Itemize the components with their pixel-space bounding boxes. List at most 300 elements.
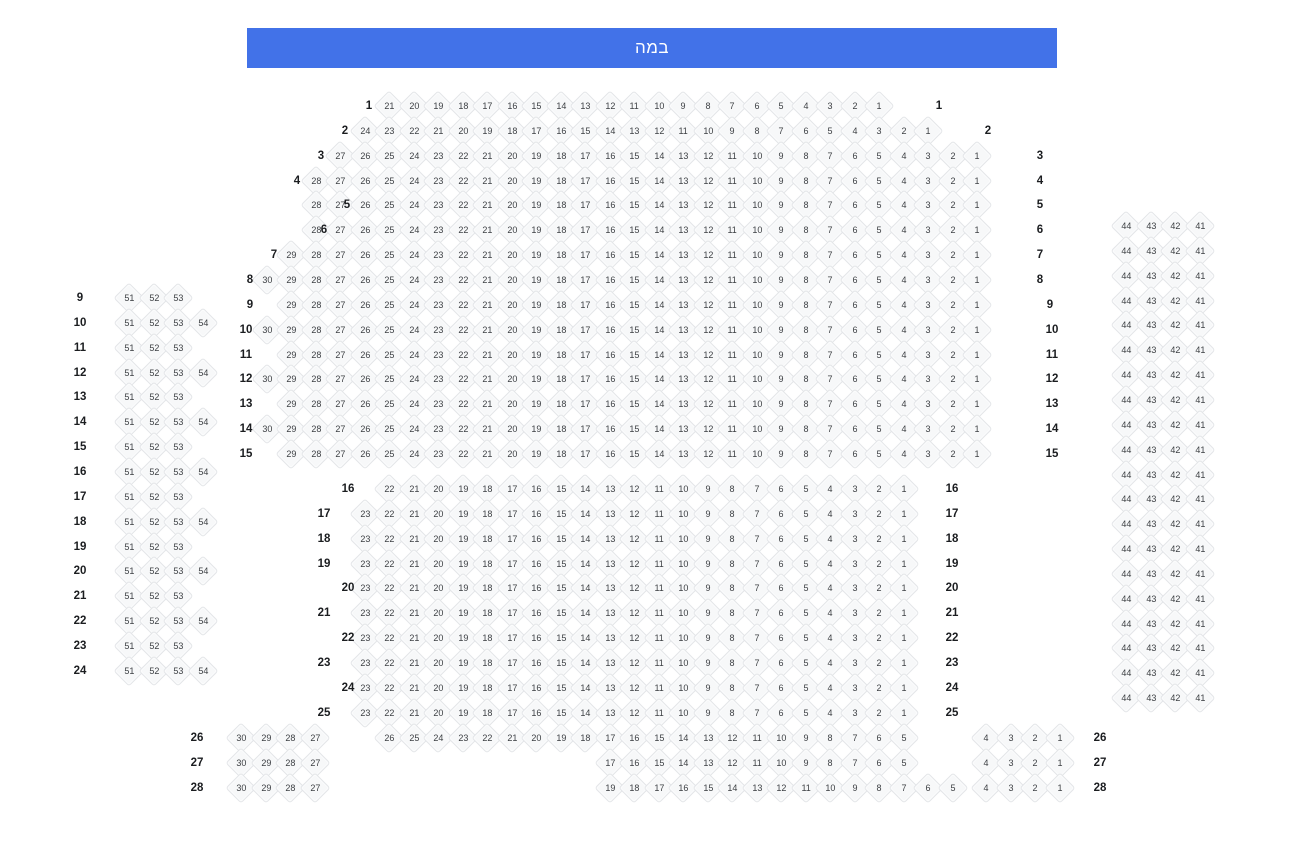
seat-number: 14 [579,533,591,544]
seat-number: 24 [408,423,419,434]
seat-number: 18 [555,224,566,235]
seat-number: 12 [702,349,713,360]
seat-number: 30 [261,423,272,434]
seat[interactable] [187,506,218,537]
seat-number: 3 [925,299,931,310]
seat-number: 29 [285,249,297,260]
seat-number: 3 [851,533,858,544]
seat-number: 7 [827,349,833,360]
seat-number: 23 [432,150,444,161]
seat-number: 1 [1056,757,1063,768]
seat-number: 41 [1194,295,1205,306]
seat-number: 12 [702,398,713,409]
seat-number: 2 [876,533,882,544]
seat-number: 23 [432,175,444,186]
seat-number: 5 [802,508,809,519]
seat-number: 43 [1145,245,1156,256]
seat-number: 12 [702,448,713,459]
row-label-right: 13 [1045,398,1059,411]
seat-number: 9 [778,224,784,235]
seat-number: 4 [900,224,907,235]
seat-number: 11 [653,533,664,544]
seat-number: 51 [123,516,135,527]
seat-number: 11 [653,607,664,618]
seat-number: 41 [1194,667,1205,678]
seat-number: 41 [1194,593,1205,604]
seat-number: 26 [359,398,370,409]
seat[interactable] [187,407,218,438]
row-label-left: 24 [73,664,87,677]
seat-number: 51 [123,466,135,477]
seat-number: 16 [628,757,640,768]
seat-number: 20 [506,349,517,360]
seat-number: 42 [1169,568,1181,579]
seat-number: 3 [925,150,931,161]
seat-number: 3 [851,632,858,643]
seat-number: 16 [604,249,615,260]
seat-number: 5 [876,274,882,285]
seat-number: 22 [457,150,468,161]
seat-number: 4 [900,448,907,459]
seat-number: 18 [555,199,566,210]
row-label-left: 18 [317,532,331,545]
seat-number: 10 [751,150,762,161]
seat-number: 51 [123,441,135,452]
seat-number: 4 [900,299,907,310]
seat-number: 19 [604,782,615,793]
seat-number: 6 [851,299,858,310]
seat-number: 44 [1120,469,1132,480]
seat[interactable] [961,438,992,469]
seat-number: 19 [457,657,468,668]
seat-number: 24 [432,732,444,743]
row-label-left: 22 [341,632,355,645]
seat-number: 29 [260,782,271,793]
seat-number: 42 [1169,369,1181,380]
seat-number: 14 [579,707,591,718]
seat-number: 11 [629,100,639,111]
seat-number: 43 [1145,692,1156,703]
seat-number: 13 [628,125,640,136]
row-label-left: 23 [317,656,331,669]
seat-number: 12 [702,423,713,434]
seat-number: 9 [851,782,858,793]
seat-number: 7 [827,150,833,161]
seat-number: 19 [530,398,542,409]
seat-number: 14 [579,558,591,569]
seat-number: 10 [653,100,664,111]
seat[interactable] [187,357,218,388]
seat-number: 42 [1169,518,1181,529]
seat-number: 13 [677,249,689,260]
seat-number: 22 [383,682,395,693]
seat-number: 1 [974,224,980,235]
seat-number: 4 [827,607,833,618]
seat-number: 8 [753,125,760,136]
seat-number: 15 [628,274,640,285]
seat-number: 13 [604,682,615,693]
seat-number: 17 [579,324,591,335]
seat-number: 9 [778,249,784,260]
seat-number: 6 [851,249,858,260]
row-label-left: 10 [73,316,87,329]
seat-number: 11 [727,175,737,186]
seat-number: 2 [949,349,956,360]
seat-number: 12 [628,632,640,643]
seat-number: 22 [383,558,395,569]
seat-number: 16 [677,782,689,793]
seat-number: 15 [628,398,640,409]
seat-number: 12 [726,757,738,768]
seat-number: 12 [726,732,738,743]
seat-number: 51 [123,416,135,427]
seat-number: 3 [925,373,931,384]
seat-number: 44 [1120,319,1132,330]
seat-number: 51 [123,590,135,601]
seat-number: 30 [235,732,247,743]
seat-number: 44 [1120,245,1132,256]
seat-number: 42 [1169,344,1181,355]
seat-number: 11 [727,448,737,459]
seat-number: 8 [729,508,735,519]
seat-number: 13 [677,398,689,409]
seat-number: 30 [261,373,272,384]
seat-number: 23 [432,349,444,360]
seat-number: 14 [653,224,664,235]
seat-number: 9 [778,423,784,434]
row-label-left: 13 [73,391,87,404]
seat-number: 54 [197,466,208,477]
seat-number: 8 [827,732,833,743]
seat-number: 9 [778,448,784,459]
seat-number: 9 [778,398,784,409]
seat-number: 28 [310,274,321,285]
seat-number: 26 [359,299,370,310]
seat-number: 19 [530,324,542,335]
seat-number: 20 [408,100,419,111]
seat-number: 4 [827,533,833,544]
seat-number: 6 [778,533,784,544]
seat-number: 18 [481,657,493,668]
row-label-left: 5 [343,199,351,212]
seat-number: 9 [778,299,784,310]
seat-number: 8 [802,150,809,161]
seat-number: 6 [851,150,858,161]
seat-number: 10 [751,373,762,384]
seat-number: 13 [579,100,591,111]
seat-number: 43 [1145,543,1156,554]
seat-number: 41 [1194,344,1205,355]
seat-number: 53 [172,491,184,502]
seat-number: 12 [702,224,713,235]
seat-number: 3 [925,423,931,434]
seat-number: 13 [677,175,689,186]
seat-number: 27 [334,448,346,459]
seat-number: 16 [604,150,615,161]
seat-number: 53 [172,342,184,353]
seat-number: 14 [555,100,566,111]
seat-number: 10 [677,632,689,643]
seat-number: 52 [148,615,159,626]
seat-number: 10 [775,732,787,743]
seat-number: 11 [653,582,664,593]
seat[interactable] [187,605,218,636]
seat-number: 11 [678,125,688,136]
seat-number: 4 [827,682,833,693]
seat-number: 16 [628,732,640,743]
seat-number: 9 [704,632,711,643]
seat-number: 7 [827,423,833,434]
seat-number: 15 [555,558,566,569]
seat-number: 7 [827,175,833,186]
seat-number: 7 [827,373,833,384]
row-label-left: 9 [76,292,84,304]
seat-number: 28 [310,199,321,210]
row-label-left: 11 [73,341,87,354]
row-label-left: 20 [73,565,87,578]
seat-number: 17 [506,707,517,718]
seat-number: 15 [530,100,542,111]
seat-number: 12 [702,199,713,210]
seat-number: 53 [172,441,184,452]
seat-number: 29 [260,757,271,768]
row-label-left: 26 [190,732,204,744]
seat-number: 18 [481,533,493,544]
seat-number: 21 [408,533,419,544]
seat-number: 29 [285,423,297,434]
seat-number: 24 [408,199,419,210]
seat-number: 43 [1145,444,1156,455]
seat[interactable] [299,772,330,803]
seat-number: 21 [481,349,493,360]
seat-number: 7 [753,607,760,618]
seat-number: 24 [408,150,419,161]
seat-number: 11 [727,349,737,359]
seat-number: 52 [148,441,159,452]
seat-number: 44 [1120,618,1132,629]
seat-number: 53 [172,541,184,552]
seat-number: 19 [457,558,468,569]
seat-number: 15 [555,582,566,593]
seat-number: 14 [653,249,664,260]
seat-number: 8 [802,175,809,186]
seat-number: 30 [235,757,247,768]
seat-number: 44 [1120,518,1132,529]
seat-number: 10 [677,508,689,519]
seat-number: 15 [579,125,591,136]
seat-number: 5 [802,607,809,618]
seat-number: 25 [383,299,395,310]
row-label-left: 12 [239,373,253,386]
seat-number: 22 [457,373,468,384]
seat-number: 7 [827,398,833,409]
seat-number: 53 [172,391,184,402]
seat[interactable] [187,655,218,686]
seat-number: 1 [974,324,980,335]
seat-number: 15 [555,533,566,544]
seat-number: 9 [704,582,711,593]
row-label-right: 24 [945,681,959,694]
seat-number: 30 [261,274,272,285]
seat-number: 8 [729,483,735,494]
seat-number: 18 [579,732,591,743]
seat-number: 3 [925,324,931,335]
seat-number: 2 [851,100,858,111]
seat-number: 53 [172,565,184,576]
seat-number: 14 [653,349,664,360]
seat-number: 10 [751,349,762,360]
seat-number: 8 [876,782,882,793]
seat-number: 19 [457,508,468,519]
seat-number: 28 [310,349,321,360]
seat-number: 3 [851,558,858,569]
seat-number: 41 [1194,369,1205,380]
seat-number: 51 [123,367,135,378]
seat-number: 20 [506,299,517,310]
seat-number: 23 [359,533,370,544]
seat-number: 8 [729,632,735,643]
seat-number: 18 [481,582,493,593]
seat-number: 13 [677,199,689,210]
seat-number: 14 [653,199,664,210]
seat-number: 42 [1169,469,1181,480]
seat-number: 2 [876,483,882,494]
seat-number: 17 [579,373,591,384]
seat-number: 14 [653,299,664,310]
seat[interactable] [187,556,218,587]
seat-number: 24 [408,373,419,384]
seat-number: 8 [827,757,833,768]
seat-number: 16 [604,299,615,310]
seat-number: 52 [148,466,159,477]
seat-number: 14 [653,398,664,409]
seat-number: 18 [555,249,566,260]
seat-number: 14 [726,782,738,793]
row-label-right: 28 [1093,781,1107,794]
seat-number: 1 [974,249,980,260]
seat-number: 5 [876,398,882,409]
seat-number: 10 [677,483,689,494]
seat-number: 18 [628,782,640,793]
seat-number: 4 [827,483,833,494]
seat-number: 25 [383,150,395,161]
seat-number: 41 [1194,220,1205,231]
seat-number: 5 [876,324,882,335]
seat-number: 8 [729,657,735,668]
seat-number: 43 [1145,419,1156,430]
seat-number: 6 [851,274,858,285]
seat-number: 28 [310,448,321,459]
seat-number: 18 [555,373,566,384]
seat-number: 19 [530,423,542,434]
seat[interactable] [187,456,218,487]
seat-number: 43 [1145,369,1156,380]
seat-number: 15 [628,373,640,384]
seat-number: 17 [579,448,591,459]
seat-number: 4 [827,508,833,519]
seat-number: 16 [604,324,615,335]
seat-number: 23 [359,607,370,618]
row-label-left: 15 [239,447,253,460]
seat-number: 27 [334,224,346,235]
seat-number: 7 [827,249,833,260]
seat-number: 10 [751,274,762,285]
seat-number: 19 [481,125,493,136]
seat-number: 23 [359,582,370,593]
seat-number: 29 [285,274,297,285]
seat-number: 22 [383,582,395,593]
seat-number: 42 [1169,692,1181,703]
seat-number: 2 [949,224,956,235]
seat-number: 7 [753,533,760,544]
seat-number: 27 [334,398,346,409]
seat-number: 1 [1056,782,1063,793]
seat-number: 22 [383,607,395,618]
seat-number: 3 [851,607,858,618]
seat-number: 1 [900,682,907,693]
seat[interactable] [937,772,968,803]
seat-number: 42 [1169,245,1181,256]
seat[interactable] [1044,772,1075,803]
seat-number: 22 [457,299,468,310]
seat-number: 16 [604,398,615,409]
seat-number: 14 [579,508,591,519]
row-label-right: 16 [945,483,959,495]
seat-number: 13 [604,632,615,643]
seat-number: 30 [261,324,272,335]
seat-number: 41 [1194,469,1205,480]
seat-number: 5 [949,782,956,793]
seat-number: 25 [383,349,395,360]
seat-number: 26 [359,324,370,335]
seat-number: 53 [172,317,184,328]
seat-number: 51 [123,665,135,676]
seat-number: 5 [876,448,882,459]
row-label-left: 24 [341,681,355,694]
seat-number: 5 [876,199,882,210]
row-label-left: 8 [246,273,254,286]
seat-number: 20 [457,125,468,136]
seat-number: 54 [197,516,208,527]
seat-number: 10 [702,125,713,136]
seat-number: 13 [677,373,689,384]
seat-number: 1 [900,558,907,569]
seat[interactable] [1184,683,1215,714]
seat-number: 16 [530,657,542,668]
seat-number: 4 [900,249,907,260]
seat-number: 51 [123,317,135,328]
row-label-left: 15 [73,441,87,454]
seat[interactable] [187,307,218,338]
row-label-right: 23 [945,656,959,669]
seat-number: 2 [876,558,882,569]
seat-number: 13 [677,274,689,285]
row-label-right: 10 [1045,323,1059,336]
seat-number: 13 [677,150,689,161]
seat-number: 22 [481,732,493,743]
seat-number: 25 [383,324,395,335]
seat-number: 1 [900,582,907,593]
seat-number: 53 [172,640,184,651]
seat-number: 11 [653,483,664,494]
seat-number: 3 [925,199,931,210]
seat-number: 20 [432,682,444,693]
seat-number: 41 [1194,444,1205,455]
row-label-left: 2 [341,124,349,137]
seat-number: 42 [1169,220,1181,231]
seat-number: 21 [408,508,419,519]
seat-number: 15 [702,782,713,793]
